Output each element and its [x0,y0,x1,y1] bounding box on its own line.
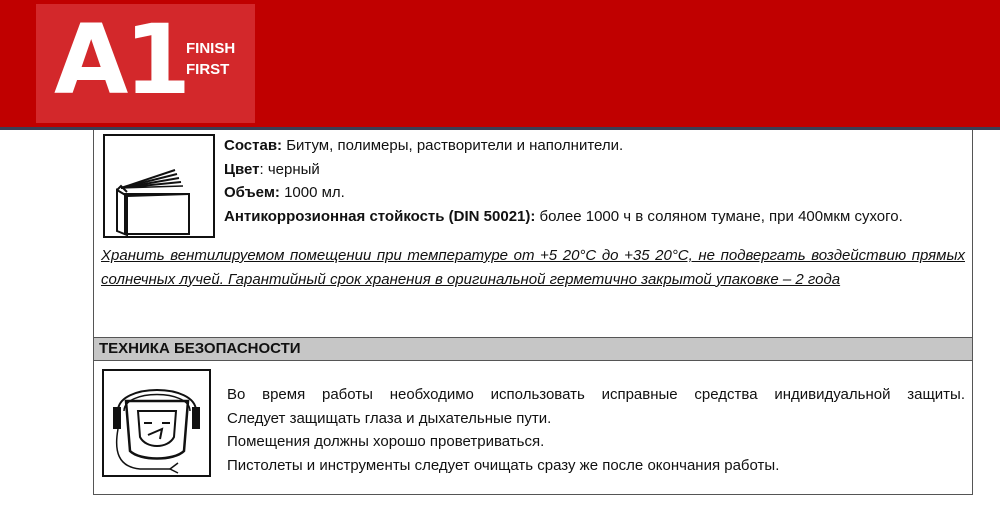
corrosion-value: более 1000 ч в соляном тумане, при 400мкм сухого. [535,207,903,225]
composition-label: Состав: [224,137,283,154]
corrosion-row [224,205,969,229]
safety-line-3: Помещения должны хорошо проветриваться. [227,433,545,450]
header-band [0,0,1000,127]
logo-mark: A1 [54,4,188,116]
color-value: : черный [259,160,320,178]
product-properties [224,134,969,228]
color-row [224,158,969,182]
volume-value: 1000 мл. [279,184,345,201]
book-manual-icon [103,134,215,238]
safety-line-1: Во время работы необходимо использовать исправные средства индивидуальной защиты. [227,386,965,403]
book-manual-icon-graphic [105,136,213,236]
composition-value: Битум, полимеры, растворители и наполнители. [282,137,624,154]
composition-row [224,134,969,158]
volume-row [224,181,969,205]
safety-section-title: ТЕХНИКА БЕЗОПАСНОСТИ [94,337,972,361]
storage-note: Хранить вентилируемом помещении при температуре от +5 20°C до +35 20°C, не подвергать воздействию прямых солнечных лучей. Гарантийный срок хранения в оригинальной герметично закрытой упаковке – 2 года [101,247,965,288]
safety-line-4: Пистолеты и инструменты следует очищать сразу же после окончания работы. [227,456,780,474]
volume-label: Объем: [224,184,280,201]
logo-tagline [186,38,235,80]
corrosion-label: Антикоррозионная стойкость (DIN 50021): [224,207,536,225]
color-label: Цвет [224,160,260,178]
face-shield-icon [102,369,211,477]
logo-tagline-first: FIRST [186,61,230,78]
face-shield-icon-graphic [104,371,209,475]
logo-tagline-finish: FINISH [186,40,236,57]
safety-line-2: Следует защищать глаза и дыхательные пути. [227,409,552,427]
brand-logo [36,4,255,123]
safety-instructions [227,383,965,477]
